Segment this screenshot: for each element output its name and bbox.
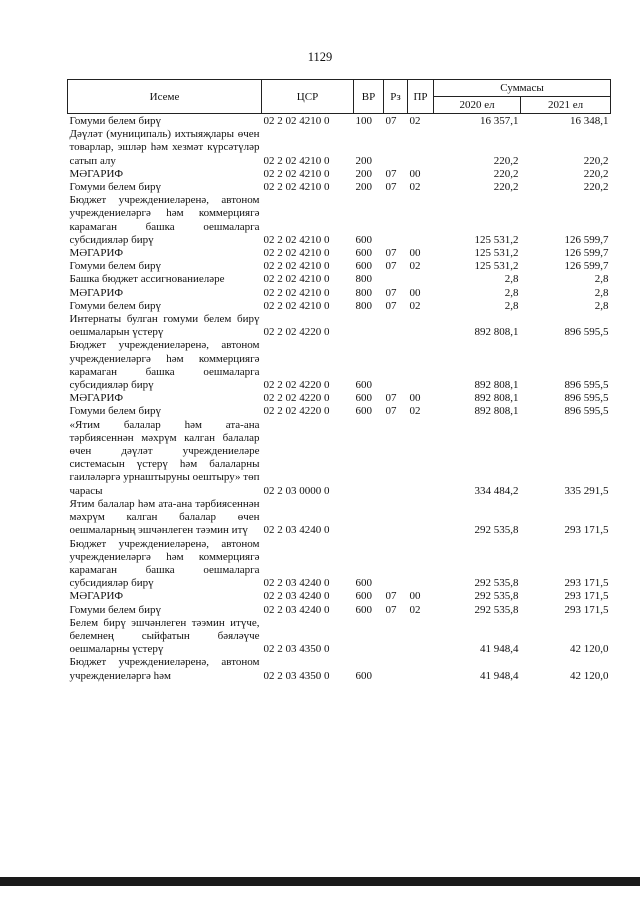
row-sum-2020: 292 535,8 bbox=[474, 603, 519, 616]
row-sum-2020: 2,8 bbox=[504, 273, 519, 286]
row-csr: 02 2 03 4240 0 bbox=[263, 524, 330, 537]
row-rz: 07 bbox=[385, 247, 397, 260]
row-pr bbox=[408, 498, 434, 538]
row-pr: 02 bbox=[409, 603, 421, 616]
row-pr bbox=[408, 313, 434, 339]
row-rz bbox=[384, 128, 408, 168]
row-pr bbox=[408, 419, 434, 498]
row-rz: 07 bbox=[385, 405, 397, 418]
row-name: Бюджет учреждениеләренә, автоном учреждениеләргә һәм коммерциягә карамаган башка оешмаларга субсидияләр бирү bbox=[69, 339, 260, 392]
scan-bottom-edge bbox=[0, 877, 640, 886]
header-rz: Рз bbox=[384, 80, 408, 114]
row-sum-2020: 16 357,1 bbox=[480, 115, 519, 127]
row-sum-2020: 220,2 bbox=[493, 181, 519, 194]
row-pr: 02 bbox=[409, 115, 421, 127]
row-sum-2020: 220,2 bbox=[493, 154, 519, 167]
row-rz bbox=[384, 194, 408, 247]
table-row bbox=[68, 339, 611, 392]
row-csr: 02 2 02 4220 0 bbox=[263, 392, 330, 405]
row-name: МӘГАРИФ bbox=[69, 167, 124, 180]
row-vr: 100 bbox=[355, 115, 372, 127]
header-vr: ВР bbox=[354, 80, 384, 114]
row-name: МӘГАРИФ bbox=[69, 286, 124, 299]
row-name: Гомуми белем бирү bbox=[69, 260, 161, 273]
row-rz: 07 bbox=[385, 299, 397, 312]
row-sum-2021: 2,8 bbox=[594, 286, 609, 299]
row-csr: 02 2 02 4210 0 bbox=[263, 115, 330, 127]
row-vr: 800 bbox=[355, 273, 372, 286]
row-sum-2021: 293 171,5 bbox=[564, 590, 609, 603]
table-row bbox=[68, 287, 611, 300]
row-sum-2020: 892 808,1 bbox=[474, 405, 519, 418]
row-csr: 02 2 02 4220 0 bbox=[263, 379, 330, 392]
row-csr: 02 2 02 4210 0 bbox=[263, 286, 330, 299]
table-row bbox=[68, 168, 611, 181]
row-sum-2020: 2,8 bbox=[504, 286, 519, 299]
row-sum-2021: 896 595,5 bbox=[564, 326, 609, 339]
row-pr: 00 bbox=[409, 392, 421, 405]
row-sum-2020: 41 948,4 bbox=[480, 669, 519, 682]
row-csr: 02 2 03 4240 0 bbox=[263, 577, 330, 590]
table-row bbox=[68, 128, 611, 168]
row-sum-2021: 126 599,7 bbox=[564, 247, 609, 260]
row-pr bbox=[408, 617, 434, 657]
row-rz bbox=[384, 538, 408, 591]
row-sum-2020: 41 948,4 bbox=[480, 643, 519, 656]
row-pr: 00 bbox=[409, 247, 421, 260]
row-sum-2021: 42 120,0 bbox=[570, 669, 609, 682]
row-csr: 02 2 03 0000 0 bbox=[263, 484, 330, 497]
row-csr: 02 2 03 4240 0 bbox=[263, 603, 330, 616]
row-name: Бюджет учреждениеләренә, автоном учреждениеләргә һәм коммерциягә карамаган башка оешмаларга субсидияләр бирү bbox=[69, 537, 260, 590]
row-rz: 07 bbox=[385, 286, 397, 299]
row-vr: 600 bbox=[355, 247, 372, 260]
row-name: Гомуми белем бирү bbox=[69, 299, 161, 312]
budget-table bbox=[67, 79, 611, 683]
table-row bbox=[68, 181, 611, 194]
row-name: Дәүләт (муниципаль) ихтыяҗлары өчен товарлар, эшләр һәм хезмәт күрсәтүләр сатып алу bbox=[69, 128, 260, 167]
row-sum-2020: 292 535,8 bbox=[474, 524, 519, 537]
row-pr: 00 bbox=[409, 590, 421, 603]
table-row bbox=[68, 538, 611, 591]
header-year-2021: 2021 ел bbox=[521, 97, 611, 114]
row-name: Ятим балалар һәм ата-ана тәрбиясеннән мәхрүм калган балалар өчен оешмаларның эшчәнлеген тәэмин итү bbox=[69, 497, 260, 537]
row-name: МӘГАРИФ bbox=[69, 392, 124, 405]
row-rz: 07 bbox=[385, 603, 397, 616]
row-csr: 02 2 02 4210 0 bbox=[263, 154, 330, 167]
row-sum-2021: 16 348,1 bbox=[570, 115, 609, 127]
row-sum-2021: 42 120,0 bbox=[570, 643, 609, 656]
row-name: МӘГАРИФ bbox=[69, 590, 124, 603]
row-sum-2021: 293 171,5 bbox=[564, 603, 609, 616]
table-row bbox=[68, 419, 611, 498]
row-vr bbox=[354, 419, 384, 498]
row-rz: 07 bbox=[385, 167, 397, 180]
header-name: Исеме bbox=[68, 80, 262, 114]
row-csr: 02 2 02 4210 0 bbox=[263, 181, 330, 194]
row-rz: 07 bbox=[385, 392, 397, 405]
row-sum-2021: 220,2 bbox=[583, 167, 609, 180]
row-vr: 600 bbox=[355, 260, 372, 273]
row-pr bbox=[408, 339, 434, 392]
row-vr: 200 bbox=[355, 167, 372, 180]
row-name: «Ятим балалар һәм ата-ана тәрбиясеннән мәхрүм калган балалар өчен дәүләт учреждениеләре системасын үстерү һәм балаларны гаиләләргә урнаштыруны оештыру» төп чарасы bbox=[69, 418, 260, 497]
table-row bbox=[68, 590, 611, 603]
row-sum-2020: 125 531,2 bbox=[474, 260, 519, 273]
row-sum-2021: 896 595,5 bbox=[564, 379, 609, 392]
table-row bbox=[68, 300, 611, 313]
table-row bbox=[68, 260, 611, 273]
row-csr: 02 2 02 4220 0 bbox=[263, 405, 330, 418]
row-pr: 02 bbox=[409, 405, 421, 418]
table-row bbox=[68, 247, 611, 260]
row-csr: 02 2 02 4210 0 bbox=[263, 299, 330, 312]
header-csr: ЦСР bbox=[262, 80, 354, 114]
row-csr: 02 2 03 4350 0 bbox=[263, 669, 330, 682]
row-vr: 600 bbox=[355, 392, 372, 405]
row-vr: 600 bbox=[355, 233, 372, 246]
table-row bbox=[68, 617, 611, 657]
row-sum-2021: 220,2 bbox=[583, 154, 609, 167]
row-vr: 600 bbox=[355, 577, 372, 590]
row-sum-2020: 292 535,8 bbox=[474, 577, 519, 590]
row-name: МӘГАРИФ bbox=[69, 247, 124, 260]
row-pr bbox=[408, 656, 434, 682]
row-sum-2020: 220,2 bbox=[493, 167, 519, 180]
row-vr bbox=[354, 498, 384, 538]
row-pr: 02 bbox=[409, 299, 421, 312]
row-vr: 800 bbox=[355, 299, 372, 312]
row-sum-2021: 335 291,5 bbox=[564, 484, 609, 497]
row-pr: 00 bbox=[409, 286, 421, 299]
row-sum-2021: 126 599,7 bbox=[564, 233, 609, 246]
row-csr: 02 2 02 4210 0 bbox=[263, 260, 330, 273]
row-pr bbox=[408, 128, 434, 168]
row-pr: 02 bbox=[409, 260, 421, 273]
row-sum-2021: 896 595,5 bbox=[564, 392, 609, 405]
row-rz: 07 bbox=[385, 590, 397, 603]
row-csr: 02 2 02 4210 0 bbox=[263, 273, 330, 286]
table-header bbox=[68, 80, 611, 114]
row-name: Белем бирү эшчәнлеген тәэмин итүче, белемнең сыйфатын бәяләүче оешмаларны үстерү bbox=[69, 616, 260, 656]
row-sum-2021: 293 171,5 bbox=[564, 577, 609, 590]
row-csr: 02 2 02 4210 0 bbox=[263, 167, 330, 180]
row-csr: 02 2 03 4240 0 bbox=[263, 590, 330, 603]
row-csr: 02 2 02 4210 0 bbox=[263, 233, 330, 246]
row-name: Гомуми белем бирү bbox=[69, 603, 161, 616]
row-sum-2020: 892 808,1 bbox=[474, 379, 519, 392]
row-csr: 02 2 02 4220 0 bbox=[263, 326, 330, 339]
row-sum-2020: 125 531,2 bbox=[474, 233, 519, 246]
row-rz bbox=[384, 339, 408, 392]
row-vr: 200 bbox=[355, 154, 372, 167]
table-body bbox=[68, 114, 611, 683]
row-name: Гомуми белем бирү bbox=[69, 181, 161, 194]
row-rz: 07 bbox=[385, 115, 397, 127]
row-vr bbox=[354, 617, 384, 657]
row-sum-2020: 892 808,1 bbox=[474, 392, 519, 405]
row-sum-2021: 293 171,5 bbox=[564, 524, 609, 537]
header-year-2020: 2020 ел bbox=[434, 97, 521, 114]
row-rz bbox=[384, 313, 408, 339]
row-rz bbox=[384, 617, 408, 657]
row-csr: 02 2 02 4210 0 bbox=[263, 247, 330, 260]
row-name: Гомуми белем бирү bbox=[69, 115, 161, 127]
row-sum-2020: 292 535,8 bbox=[474, 590, 519, 603]
table-row bbox=[68, 656, 611, 682]
page-number: 1129 bbox=[307, 50, 333, 64]
row-name: Бюджет учреждениеләренә, автоном учреждениеләргә һәм bbox=[69, 656, 260, 682]
row-rz bbox=[384, 419, 408, 498]
table-row bbox=[68, 604, 611, 617]
row-vr: 600 bbox=[355, 590, 372, 603]
row-sum-2020: 125 531,2 bbox=[474, 247, 519, 260]
row-rz bbox=[384, 498, 408, 538]
row-pr: 00 bbox=[409, 167, 421, 180]
row-sum-2021: 126 599,7 bbox=[564, 260, 609, 273]
row-name: Бюджет учреждениеләренә, автоном учреждениеләргә һәм коммерциягә карамаган башка оешмаларга субсидияләр бирү bbox=[69, 194, 260, 246]
header-sums: Суммасы bbox=[434, 80, 611, 97]
row-vr: 600 bbox=[355, 379, 372, 392]
row-pr bbox=[408, 538, 434, 591]
header-pr: ПР bbox=[408, 80, 434, 114]
table-row bbox=[68, 313, 611, 339]
row-pr bbox=[408, 194, 434, 247]
row-name: Башка бюджет ассигнованиеләре bbox=[69, 273, 225, 286]
row-sum-2020: 2,8 bbox=[504, 299, 519, 312]
row-csr: 02 2 03 4350 0 bbox=[263, 643, 330, 656]
row-vr: 200 bbox=[355, 181, 372, 194]
table-row bbox=[68, 498, 611, 538]
row-vr: 600 bbox=[355, 669, 372, 682]
row-sum-2020: 892 808,1 bbox=[474, 326, 519, 339]
row-sum-2020: 334 484,2 bbox=[474, 484, 519, 497]
row-rz bbox=[384, 656, 408, 682]
row-pr: 02 bbox=[409, 181, 421, 194]
table-row bbox=[68, 114, 611, 129]
row-vr bbox=[354, 313, 384, 339]
row-sum-2021: 2,8 bbox=[594, 273, 609, 286]
row-rz bbox=[384, 273, 408, 286]
row-vr: 600 bbox=[355, 603, 372, 616]
table-row bbox=[68, 405, 611, 418]
table-row bbox=[68, 392, 611, 405]
row-name: Интернаты булган гомуми белем бирү оешмаларын үстерү bbox=[69, 313, 260, 339]
row-sum-2021: 220,2 bbox=[583, 181, 609, 194]
table-row bbox=[68, 273, 611, 286]
table-row bbox=[68, 194, 611, 247]
row-sum-2021: 896 595,5 bbox=[564, 405, 609, 418]
row-name: Гомуми белем бирү bbox=[69, 405, 161, 418]
row-sum-2021: 2,8 bbox=[594, 299, 609, 312]
row-rz: 07 bbox=[385, 181, 397, 194]
row-pr bbox=[408, 273, 434, 286]
row-vr: 800 bbox=[355, 286, 372, 299]
row-vr: 600 bbox=[355, 405, 372, 418]
row-rz: 07 bbox=[385, 260, 397, 273]
